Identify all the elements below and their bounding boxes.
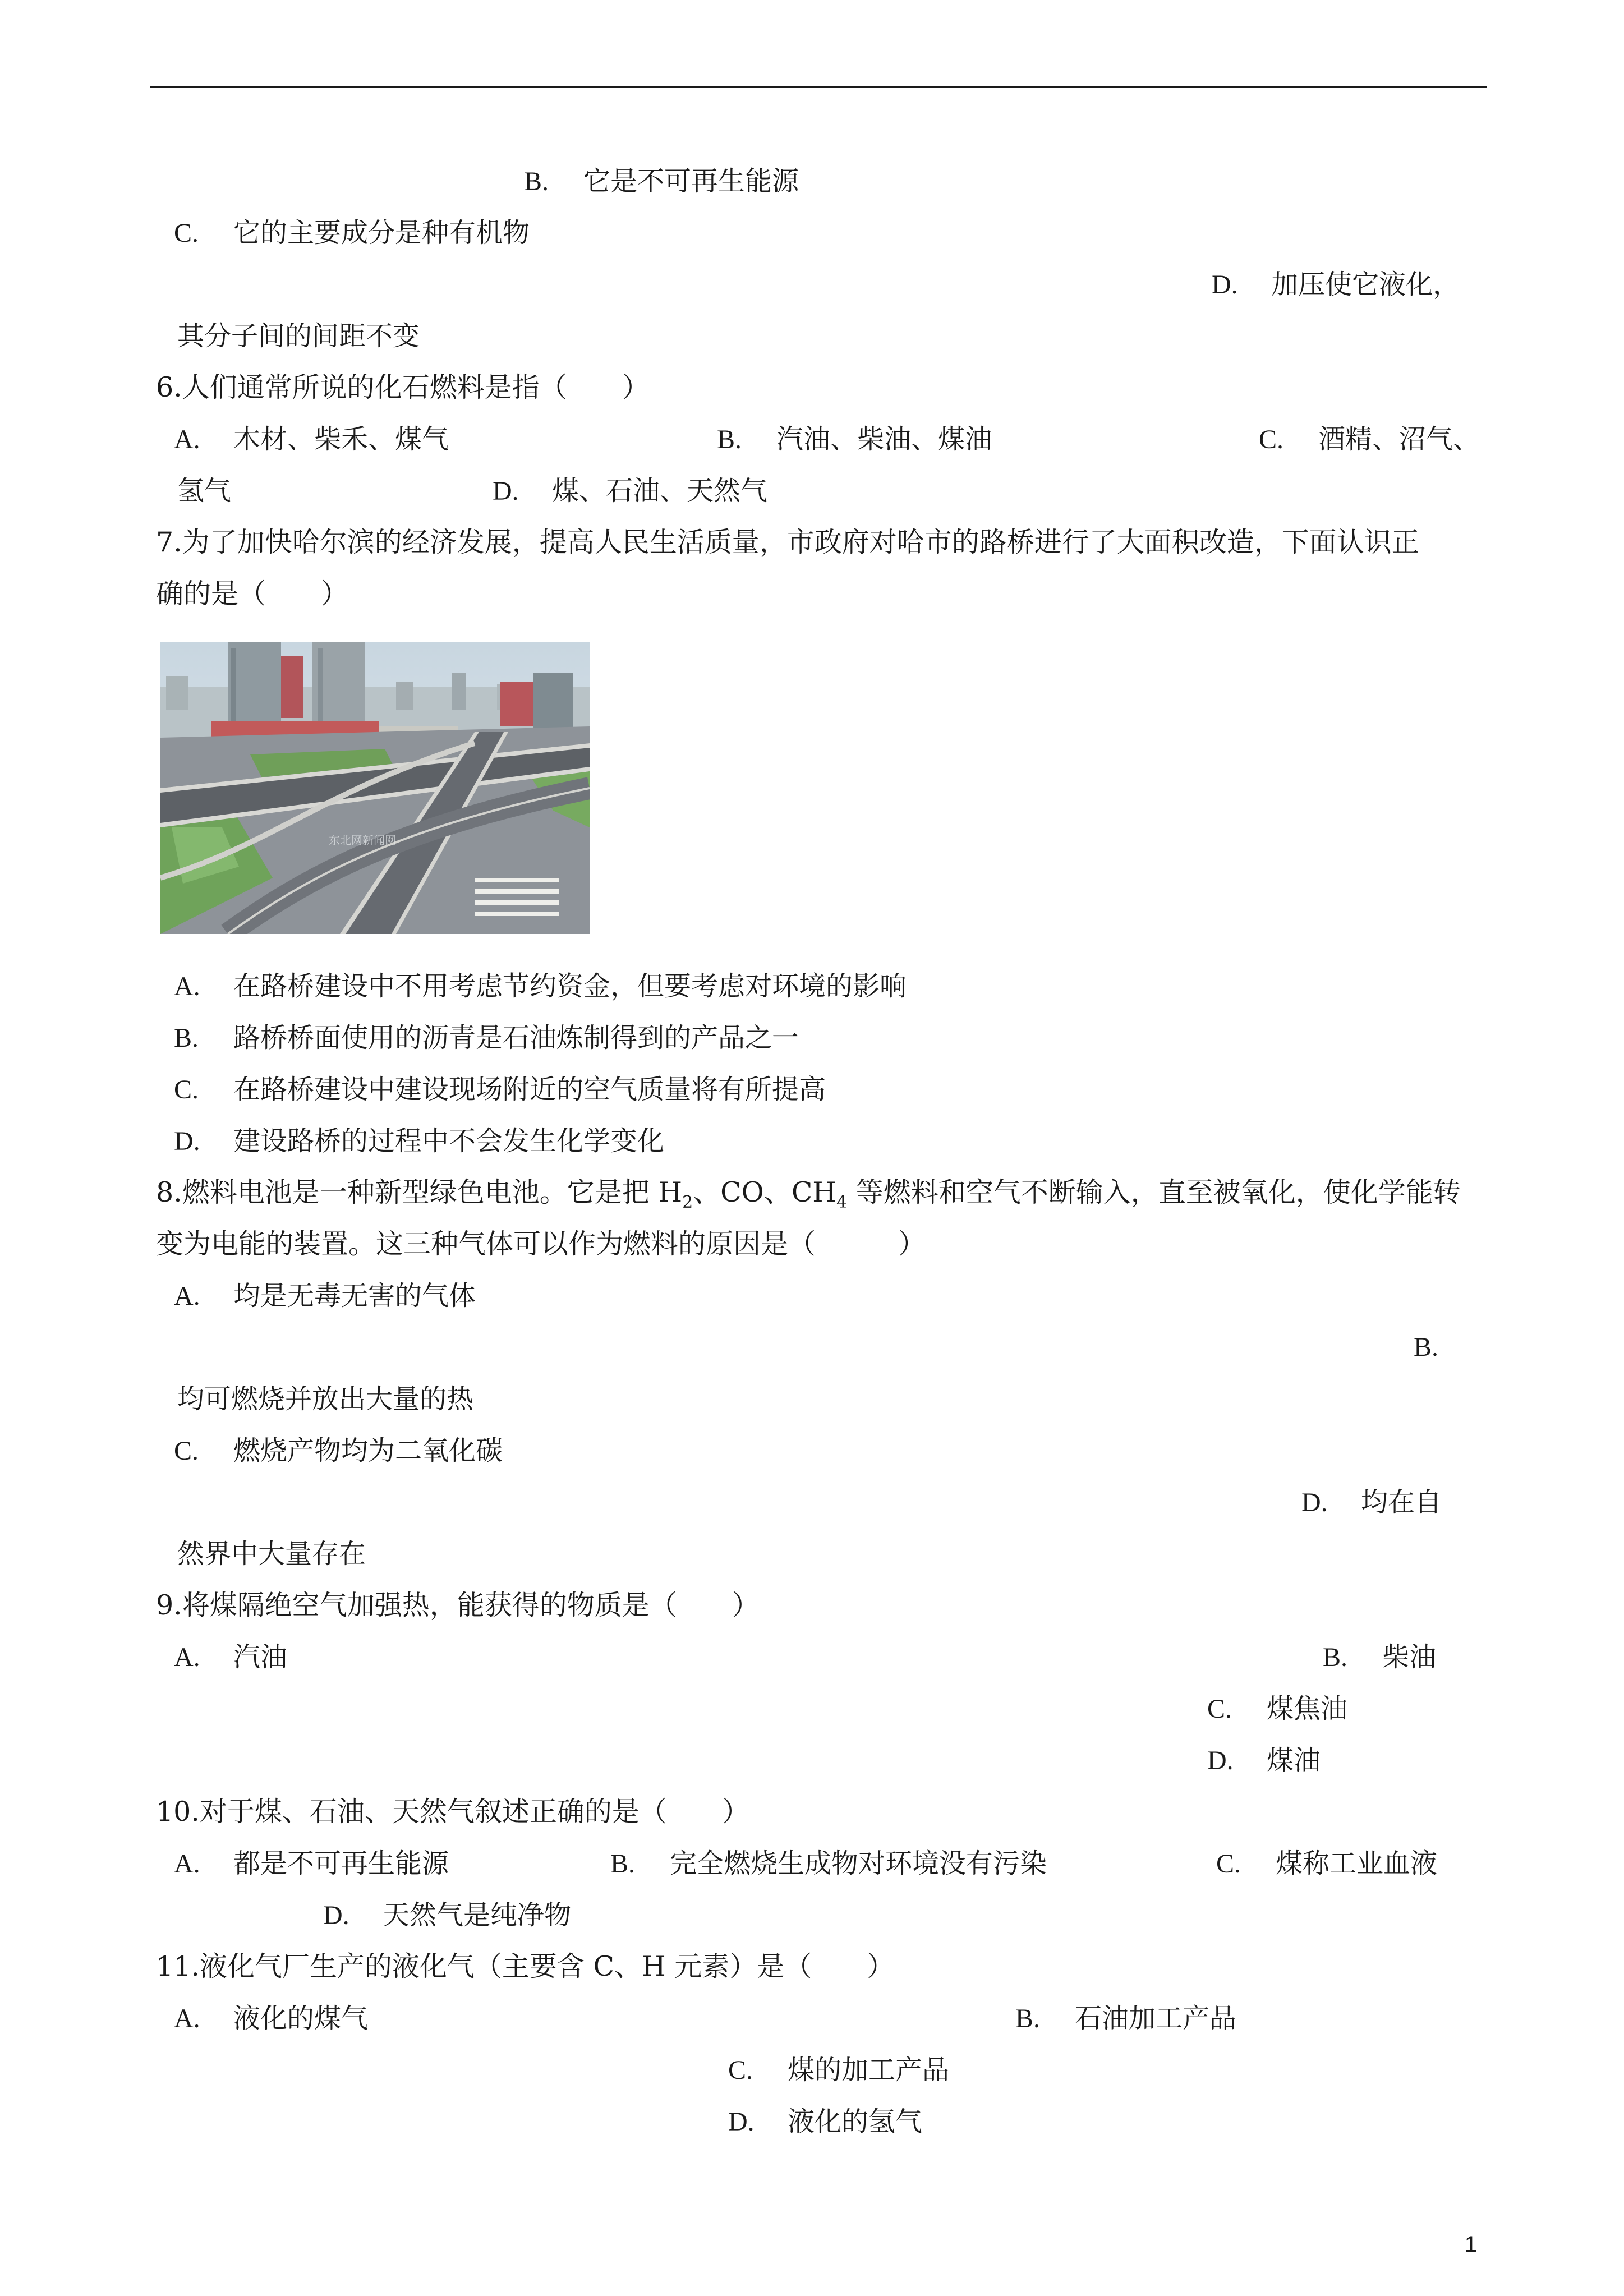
harbin-overpass-photo [160,642,590,934]
q8-option-b-continuation: 均可燃烧并放出大量的热 [177,1383,474,1415]
q11-option-a [174,2001,368,2036]
option-letter: D. [728,2107,755,2137]
q11-option-c [728,2053,949,2087]
option-text: 路桥桥面使用的沥青是石油炼制得到的产品之一 [233,1022,799,1053]
option-letter: B. [610,1849,636,1879]
q5-option-b [524,164,799,199]
option-text: 煤、石油、天然气 [552,475,768,507]
q6-stem: 6.人们通常所说的化石燃料是指（ ） [156,371,650,403]
q6-option-a [174,422,449,457]
q7-option-d [174,1124,664,1158]
option-text: 都是不可再生能源 [233,1848,449,1879]
option-text: 它的主要成分是种有机物 [233,217,530,249]
option-letter: A. [174,2004,200,2033]
q8-option-c [174,1434,503,1468]
option-letter: B. [1323,1642,1348,1672]
h2-subscript: 2 [682,1192,693,1212]
option-letter: B. [524,167,549,196]
option-text: 液化的煤气 [233,2003,369,2034]
option-letter: D. [174,1126,200,1156]
option-letter: D. [1212,270,1238,300]
q8-stem-part1: 8.燃料电池是一种新型绿色电池。它是把 H [156,1176,683,1208]
q9-option-c [1207,1692,1347,1726]
photo-watermark: 东北网新闻网 [329,834,396,847]
q8-option-a [174,1279,476,1313]
option-text: 煤焦油 [1267,1693,1348,1724]
q11-stem: 11.液化气厂生产的液化气（主要含 C、H 元素）是（ ） [156,1950,895,1982]
q10-stem: 10.对于煤、石油、天然气叙述正确的是（ ） [156,1796,749,1828]
option-letter: A. [174,972,200,1001]
q6-option-b [717,422,992,457]
option-letter: C. [1259,425,1284,454]
q10-option-b [610,1847,1047,1881]
option-text: 汽油、柴油、煤油 [776,424,992,455]
option-text: 柴油 [1382,1641,1437,1673]
q7-stem-line1: 7.为了加快哈尔滨的经济发展，提高人民生活质量，市政府对哈市的路桥进行了大面积改造，下面认识正 [156,526,1419,558]
q9-stem: 9.将煤隔绝空气加强热，能获得的物质是（ ） [156,1589,760,1621]
header-rule [150,86,1487,88]
option-letter: D. [493,476,519,506]
q7-option-c [174,1073,826,1107]
q10-option-a [174,1847,449,1881]
option-letter: C. [174,1075,199,1105]
q7-stem-line2: 确的是（ ） [156,578,349,610]
q8-stem-line1 [156,1176,1461,1212]
q11-option-b [1015,2001,1236,2036]
option-letter: D. [1301,1488,1328,1517]
option-letter: A. [174,425,200,454]
q9-option-b [1323,1640,1436,1674]
option-text: 汽油 [233,1641,288,1673]
option-text: 在路桥建设中建设现场附近的空气质量将有所提高 [233,1074,826,1105]
q8-option-d-continuation: 然界中大量存在 [177,1538,366,1570]
q8-stem-part3: 等燃料和空气不断输入，直至被氧化，使化学能转 [847,1176,1461,1208]
option-letter: A. [174,1642,200,1672]
overpass-illustration [160,642,590,934]
option-letter: C. [1207,1694,1232,1724]
option-text: 均在自 [1361,1487,1442,1518]
page-number: 1 [1464,2232,1477,2257]
option-letter: D. [323,1901,349,1930]
q10-option-d [323,1898,571,1932]
ch4-subscript: 4 [836,1192,848,1212]
q6-option-d [493,474,767,508]
option-letter: C. [1216,1849,1241,1879]
option-text: 液化的氢气 [788,2106,923,2137]
option-text: 煤油 [1267,1745,1321,1776]
option-text: 燃烧产物均为二氧化碳 [233,1435,503,1466]
option-text: 均是无毒无害的气体 [233,1280,476,1312]
option-letter: A. [174,1849,200,1879]
q6-option-c [1259,422,1480,457]
option-text: 煤称工业血液 [1276,1848,1438,1879]
q5-option-d-continuation: 其分子间的间距不变 [177,320,420,352]
option-text: 建设路桥的过程中不会发生化学变化 [233,1125,665,1157]
option-text: 煤的加工产品 [788,2054,950,2086]
q10-option-c [1216,1847,1437,1881]
q7-option-b [174,1021,799,1055]
q7-option-a [174,969,907,1004]
option-text: 它是不可再生能源 [583,165,799,197]
q8-option-d [1301,1485,1442,1520]
option-text: 在路桥建设中不用考虑节约资金，但要考虑对环境的影响 [233,970,907,1002]
q9-option-d [1207,1743,1321,1778]
option-text: 天然气是纯净物 [383,1899,572,1931]
option-letter: D. [1207,1746,1234,1775]
option-text: 石油加工产品 [1075,2003,1237,2034]
option-letter: C. [728,2055,753,2085]
option-letter: B. [174,1023,199,1053]
q5-option-d [1212,268,1460,302]
q9-option-a [174,1640,287,1674]
q11-option-d [728,2105,922,2139]
q8-stem-part2: 、CO、CH [693,1176,837,1208]
option-letter: C. [174,1436,199,1466]
option-text: 完全燃烧生成物对环境没有污染 [670,1848,1047,1879]
q6-option-c-continuation: 氢气 [177,475,232,507]
option-text: 酒精、沼气、 [1318,424,1480,455]
option-letter: B. [717,425,742,454]
option-text: 加压使它液化， [1271,269,1460,300]
q5-option-c [174,216,530,250]
option-letter: B. [1015,2004,1041,2033]
option-letter: C. [174,218,199,248]
q8-stem-line2: 变为电能的装置。这三种气体可以作为燃料的原因是（ ） [156,1228,926,1260]
option-text: 木材、柴禾、煤气 [233,424,449,455]
option-letter: A. [174,1281,200,1311]
q8-option-b-letter: B. [1414,1332,1439,1362]
